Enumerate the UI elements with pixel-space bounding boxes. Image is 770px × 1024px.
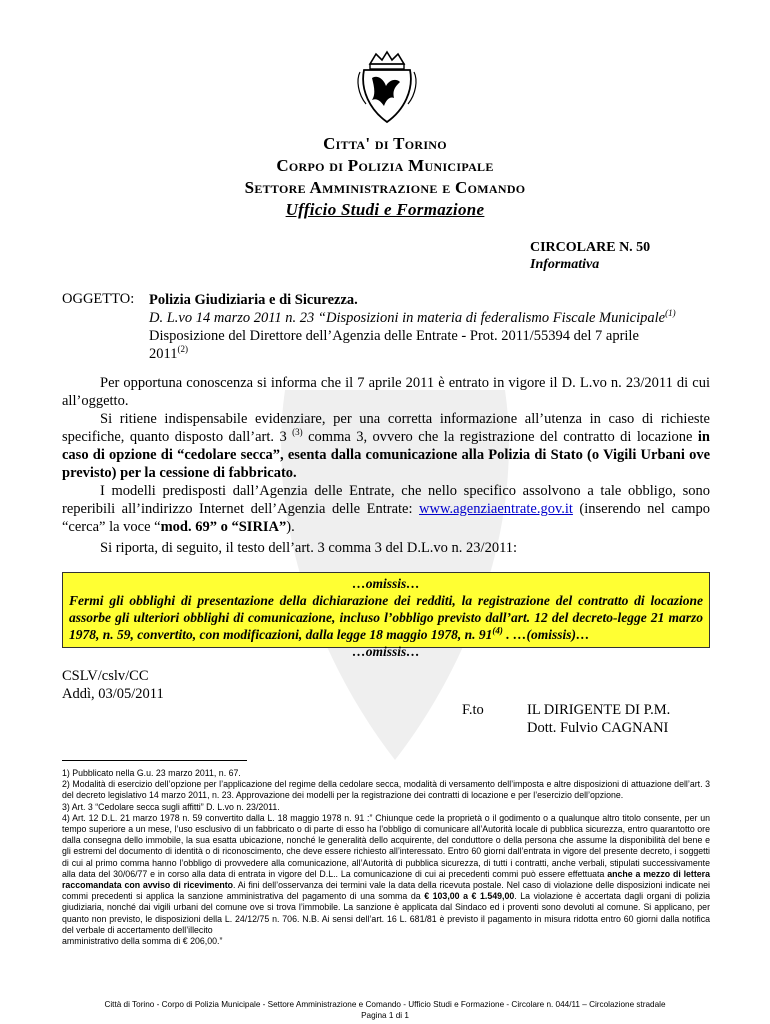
signer-title: IL DIRIGENTE DI P.M.	[527, 702, 671, 718]
footnote-1: 1) Pubblicato nella G.u. 23 marzo 2011, n. 67.	[62, 768, 241, 778]
footnote-4	[62, 813, 710, 936]
footnote-4-bold-1: anche a mezzo di lettera raccomandata con avviso di ricevimento	[62, 868, 711, 891]
office-title: Ufficio Studi e Formazione	[285, 200, 485, 219]
torino-coat-of-arms-icon	[356, 50, 418, 125]
subject-line-1: Polizia Giudiziaria e di Sicurezza.	[149, 292, 358, 308]
circolare-number: CIRCOLARE N. 50	[530, 240, 651, 255]
footnote-4-bold-2: € 103,00 a € 1.549,00	[424, 891, 515, 902]
subject-line-2	[149, 309, 709, 327]
paragraph-3-text-b: (inserendo nel campo “cerca” la voce “	[62, 501, 710, 535]
sector-title: Settore Amministrazione e Comando	[244, 178, 526, 197]
circolare-type: Informativa	[530, 257, 600, 272]
footnote-ref-4: (4)	[492, 625, 503, 636]
subject-line-2-text: D. L.vo 14 marzo 2011 n. 23 “Disposizioni in materia di federalismo Fiscale Municipale	[149, 310, 666, 326]
paragraph-2	[62, 410, 710, 482]
fto-label: F.to	[462, 702, 484, 718]
city-title: Citta' di Torino	[323, 134, 447, 153]
agenzia-entrate-link[interactable]: www.agenziaentrate.gov.it	[419, 501, 573, 517]
paragraph-2-bold: in caso di opzione di “cedolare secca”, esenta dalla comunicazione alla Polizia di Stato (o Vigili Urbani ove previsto) per la cessione di fabbricato.	[62, 429, 710, 481]
subject-line-3: Disposizione del Direttore dell’Agenzia delle Entrate - Prot. 2011/55394 del 7 aprile	[149, 328, 639, 344]
footnote-ref-2: (2)	[177, 344, 188, 355]
footnote-4-text-c: . La violazione è accertata dagli organi di polizia giudiziaria, nonché dai vigili urbani del comune ove si trova l’immobile. La sanzione è applicata dal Sindaco ed i proventi sono devoluti al comune. Si applicano, per quanto non previsto, le disposizioni della L. 24/12/75 n. 706. N.B. Ai sensi dell’art. 16 L. 681/81 è previsto il pagamento in misura ridotta entro 60 giorni dalla notifica del verbale di accertamento dell’illecito	[62, 891, 711, 935]
paragraph-2-text-b: comma 3, ovvero che la registrazione del contratto di locazione	[302, 429, 698, 445]
footnote-ref-3: (3)	[292, 427, 303, 438]
footnote-4-text-b: . Ai fini dell’osservanza dei termini vale la data della ricevuta postale. Nel caso di violazione delle disposizioni indicate nei commi precedenti si applica la sanzione amministrativa del pagamento di una somma da	[62, 880, 710, 902]
paragraph-2-text-a: Si ritiene indispensabile evidenziare, per una corretta informazione all’utenza in caso di richieste specifiche, quanto disposto dall’art. 3	[62, 411, 710, 445]
footnotes	[62, 768, 710, 947]
quoted-law-box	[62, 572, 710, 659]
quote-body: Fermi gli obblighi di presentazione della dichiarazione dei redditi, la registrazione del contratto di locazione assorbe gli ulteriori obblighi di comunicazione, incluso l’obbligo previsto dall’art. 12 del decreto-legge 21 marzo 1978, n. 59, convertito, con modificazioni, dalla legge 18 maggio 1978, n. 91	[69, 593, 703, 642]
issue-date: Addì, 03/05/2011	[62, 686, 164, 702]
paragraph-3	[62, 482, 710, 536]
quote-text	[69, 592, 703, 643]
paragraph-3-text-a: I modelli predisposti dall’Agenzia delle Entrate, che nello specifico assolvono a tale obbligo, sono reperibili all’indirizzo Internet dell’Agenzia delle Entrate:	[62, 483, 710, 517]
quote-tail: . …(omissis)…	[502, 627, 590, 642]
paragraph-1: Per opportuna conoscenza si informa che il 7 aprile 2011 è entrato in vigore il D. L.vo n. 23/2011 di cui all’oggetto.	[62, 375, 710, 409]
office-title-wrap	[0, 200, 770, 220]
footnote-4-text-a: 4) Art. 12 D.L. 21 marzo 1978 n. 59 convertito dalla L. 18 maggio 1978 n. 91 :” Chiunque cede la proprietà o il godimento o a qualunque altro titolo consente, per un tempo superiore a un mese, l’uso esclusivo di un fabbricato o di parte di esso ha l’obbligo di comunicare all’Autorità locale di pubblica sicurezza, entro quarantotto ore dalla consegna dello immobile, la sua esatta ubicazione, nonché le generalità dello acquirente, del conduttore o della persona che assume la disponibilità del bene e gli estremi del documento di identità o di riconoscimento, che deve essere richiesto all’interessato. Entro 60 giorni dall’entrata in vigore del presente decreto, i soggetti di cui al primo comma hanno l’obbligo di provvedere alla comunicazione, all’Autorità di pubblica sicurezza, di tutti i contratti, anche verbali, stipulati successivamente alla data del 30/06/77 e in corso alla data di entrata in vigore del D.L.. La comunicazione di cui ai precedenti commi può essere effettuata	[62, 812, 710, 879]
subject-line-4-text: 2011	[149, 346, 178, 362]
page-footer: Città di Torino - Corpo di Polizia Municipale - Settore Amministrazione e Comando - Ufficio Studi e Formazione - Circolare n. 044/11 – Circolazione stradale	[104, 1000, 666, 1009]
footnote-2: 2) Modalità di esercizio dell’opzione per l’applicazione del regime della cedolare secca, modalità di versamento dell’imposta e altre disposizioni di attuazione dell’art. 3 del decreto legislativo 14 marzo 2011, n. 23. Approvazione dei modelli per la registrazione dei contratti di locazione e per l’esercizio dell’opzione.	[62, 779, 710, 801]
paragraph-4: Si riporta, di seguito, il testo dell’art. 3 comma 3 del D.L.vo n. 23/2011:	[100, 540, 518, 556]
department-title: Corpo di Polizia Municipale	[276, 156, 494, 175]
quote-omissis-bottom: …omissis…	[352, 644, 420, 659]
reference-code: CSLV/cslv/CC	[62, 668, 149, 684]
subject-line-4	[149, 345, 709, 363]
signer-name: Dott. Fulvio CAGNANI	[527, 720, 669, 736]
footnote-3: 3) Art. 3 “Cedolare secca sugli affitti” D. L.vo n. 23/2011.	[62, 801, 280, 812]
page-number: Pagina 1 di 1	[361, 1011, 409, 1020]
paragraph-3-text-c: ).	[286, 519, 295, 535]
footnote-divider	[62, 760, 247, 761]
paragraph-3-bold: mod. 69” o “SIRIA”	[160, 519, 287, 535]
footnote-ref-1: (1)	[665, 308, 676, 319]
quote-omissis-top: …omissis…	[352, 576, 420, 591]
footnote-4-end: amministrativo della somma di € 206,00.”	[62, 936, 223, 947]
subject-label: OGGETTO:	[62, 291, 135, 307]
